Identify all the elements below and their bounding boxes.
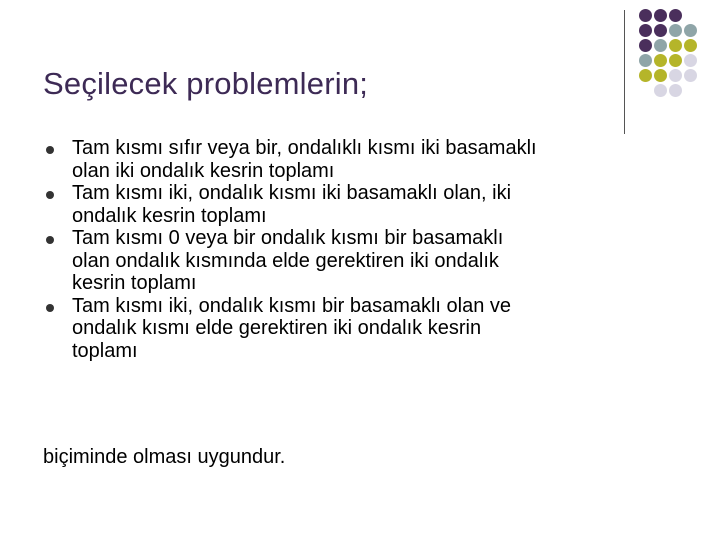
decorative-dot bbox=[684, 54, 697, 67]
decorative-dot bbox=[669, 39, 682, 52]
decorative-divider bbox=[624, 10, 625, 134]
bullet-icon bbox=[46, 304, 54, 312]
decorative-dot bbox=[639, 24, 652, 37]
bullet-line: ondalık kısmı elde gerektiren iki ondalık kesrin bbox=[72, 317, 482, 339]
bullet-line: Tam kısmı sıfır veya bir, ondalıklı kısmı iki basamaklı bbox=[72, 137, 537, 159]
bullet-icon bbox=[46, 191, 54, 199]
bullet-line: kesrin toplamı bbox=[72, 272, 197, 294]
decorative-dot bbox=[669, 69, 682, 82]
bullet-list bbox=[44, 137, 694, 362]
decorative-dot bbox=[654, 69, 667, 82]
decorative-dot bbox=[684, 69, 697, 82]
bullet-item bbox=[44, 182, 694, 227]
decorative-dot bbox=[654, 9, 667, 22]
decorative-dot bbox=[639, 54, 652, 67]
decorative-dot bbox=[639, 9, 652, 22]
bullet-line: Tam kısmı iki, ondalık kısmı bir basamaklı olan ve bbox=[72, 294, 512, 317]
slide-title: Seçilecek problemlerin; bbox=[43, 66, 369, 101]
bullet-item bbox=[44, 227, 694, 295]
decorative-dot bbox=[669, 54, 682, 67]
bullet-line: olan ondalık kısmında elde gerektiren iki ondalık bbox=[72, 249, 499, 272]
decorative-dot bbox=[669, 24, 682, 37]
decorative-dot bbox=[669, 9, 682, 22]
decorative-dot bbox=[654, 54, 667, 67]
decorative-dot bbox=[654, 84, 667, 97]
bullet-item bbox=[44, 295, 694, 363]
bullet-line: olan iki ondalık kesrin toplamı bbox=[72, 159, 335, 182]
bullet-item bbox=[44, 137, 694, 182]
bullet-icon bbox=[46, 236, 54, 244]
bullet-icon bbox=[46, 146, 54, 154]
bullet-line: Tam kısmı 0 veya bir ondalık kısmı bir basamaklı bbox=[72, 227, 504, 249]
footer-text: biçiminde olması uygundur. bbox=[43, 446, 286, 468]
decorative-dot bbox=[654, 24, 667, 37]
decorative-dot bbox=[654, 39, 667, 52]
bullet-line: ondalık kesrin toplamı bbox=[72, 204, 267, 227]
decorative-dot bbox=[684, 24, 697, 37]
decorative-dot bbox=[639, 39, 652, 52]
decorative-dot bbox=[669, 84, 682, 97]
bullet-line: toplamı bbox=[72, 339, 138, 362]
decorative-dot bbox=[684, 39, 697, 52]
decorative-dot bbox=[639, 69, 652, 82]
bullet-line: Tam kısmı iki, ondalık kısmı iki basamaklı olan, iki bbox=[72, 182, 512, 204]
